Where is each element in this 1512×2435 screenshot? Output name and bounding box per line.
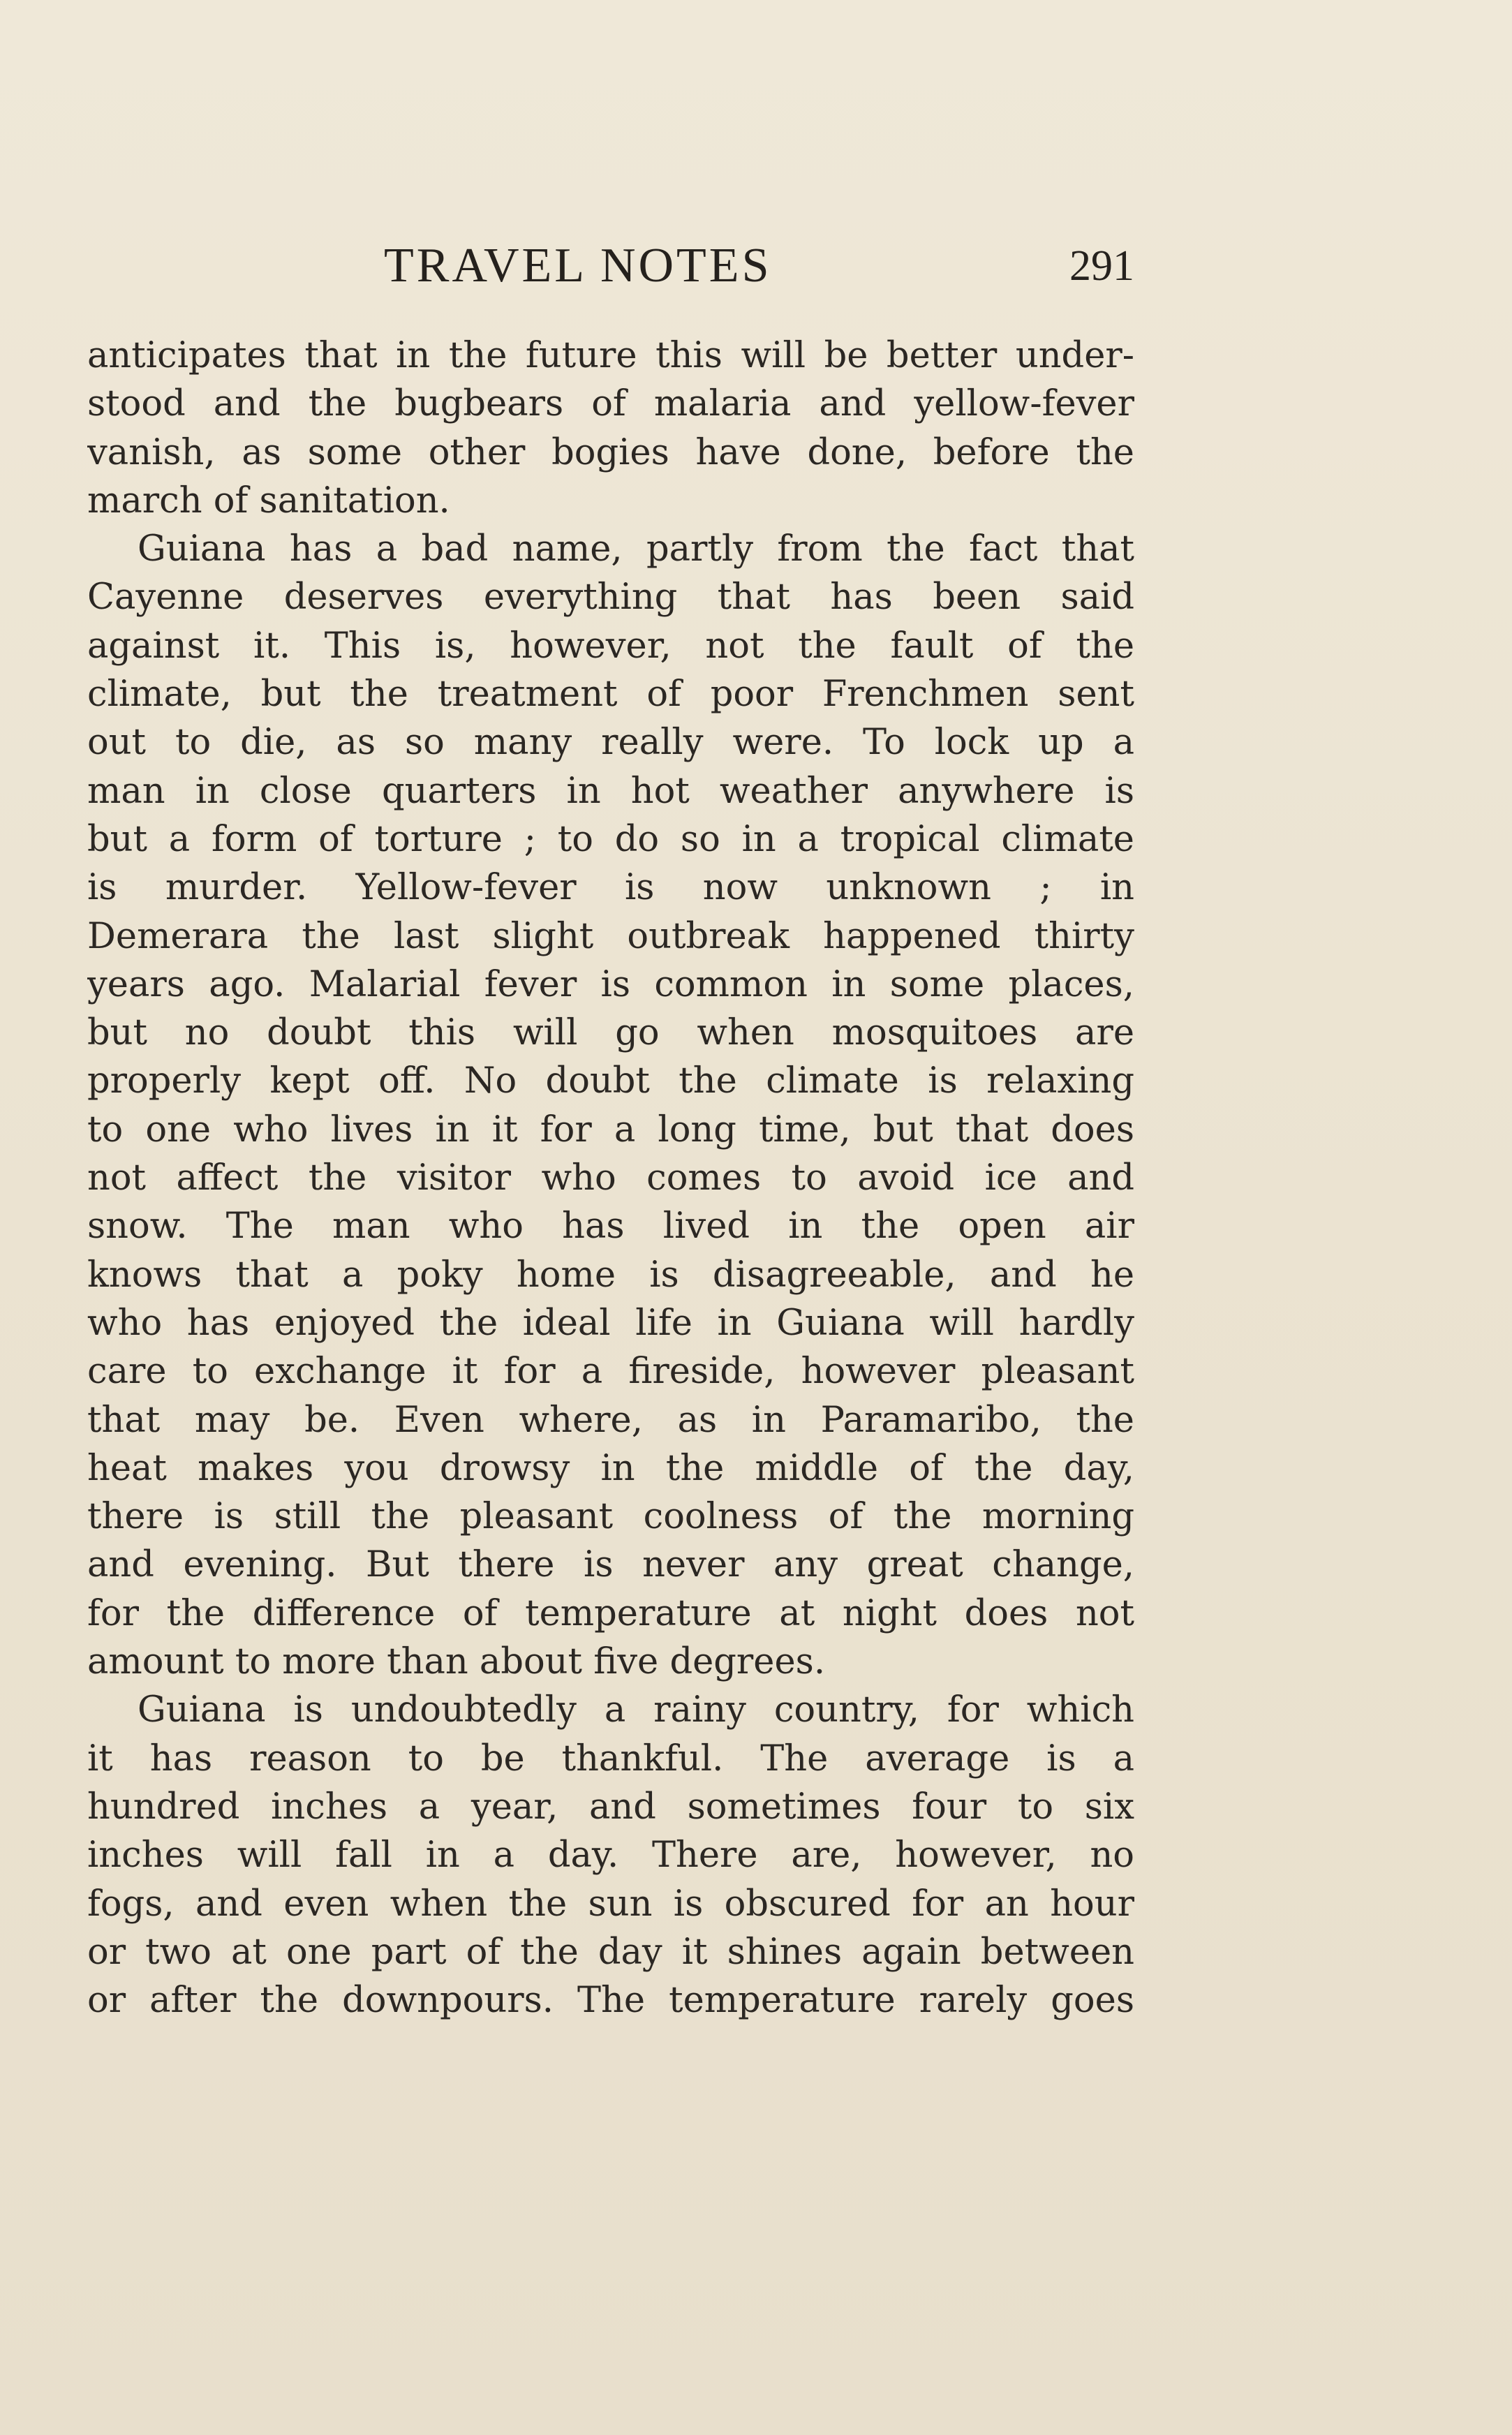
text-line: vanish, as some other bogies have done, before the bbox=[87, 431, 1134, 473]
text-line: but a form of torture ; to do so in a tropical climate bbox=[87, 818, 1134, 860]
text-line: or after the downpours. The temperature rarely goes bbox=[87, 1980, 1134, 2022]
text-line: anticipates that in the future this will be better under- bbox=[87, 335, 1134, 376]
text-line: but no doubt this will go when mosquitoes are bbox=[87, 1012, 1134, 1054]
text-line: years ago. Malarial fever is common in some places, bbox=[87, 963, 1134, 1005]
text-line: to one who lives in it for a long time, but that does bbox=[87, 1109, 1134, 1150]
text-line: march of sanitation. bbox=[87, 480, 450, 521]
text-line: not affect the visitor who comes to avoid ice and bbox=[87, 1157, 1134, 1199]
running-title: TRAVEL NOTES bbox=[384, 239, 772, 293]
text-line: against it. This is, however, not the fault of the bbox=[87, 625, 1134, 667]
text-line: for the difference of temperature at night does not bbox=[87, 1592, 1134, 1634]
text-line: fogs, and even when the sun is obscured for an hour bbox=[87, 1883, 1134, 1925]
text-line: that may be. Even where, as in Paramaribo, the bbox=[87, 1399, 1134, 1441]
text-line: Cayenne deserves everything that has been said bbox=[87, 577, 1134, 619]
text-line: Demerara the last slight outbreak happened thirty bbox=[87, 915, 1134, 957]
running-head bbox=[87, 235, 1134, 297]
text-line: who has enjoyed the ideal life in Guiana will hardly bbox=[87, 1302, 1134, 1344]
text-line: man in close quarters in hot weather anywhere is bbox=[87, 770, 1134, 812]
text-line: out to die, as so many really were. To lock up a bbox=[87, 722, 1134, 764]
text-line: there is still the pleasant coolness of the morning bbox=[87, 1496, 1134, 1538]
text-line: and evening. But there is never any great change, bbox=[87, 1544, 1134, 1586]
text-line: hundred inches a year, and sometimes four to six bbox=[87, 1786, 1134, 1828]
text-line: or two at one part of the day it shines again between bbox=[87, 1931, 1134, 1973]
text-line: inches will fall in a day. There are, however, no bbox=[87, 1835, 1134, 1877]
text-line: snow. The man who has lived in the open air bbox=[87, 1206, 1134, 1248]
text-line: climate, but the treatment of poor Frenchmen sent bbox=[87, 674, 1134, 716]
body-text bbox=[87, 332, 1134, 2025]
text-line: Guiana is undoubtedly a rainy country, for which bbox=[138, 1689, 1134, 1731]
text-line: Guiana has a bad name, partly from the fact that bbox=[138, 528, 1134, 570]
text-line: heat makes you drowsy in the middle of the day, bbox=[87, 1447, 1134, 1489]
text-line: amount to more than about five degrees. bbox=[87, 1641, 826, 1683]
text-line: properly kept off. No doubt the climate is relaxing bbox=[87, 1060, 1134, 1102]
text-line: care to exchange it for a fireside, however pleasant bbox=[87, 1351, 1134, 1393]
page-number: 291 bbox=[1069, 242, 1134, 290]
text-line: it has reason to be thankful. The average is a bbox=[87, 1738, 1134, 1779]
text-line: knows that a poky home is disagreeable, and he bbox=[87, 1254, 1134, 1296]
text-line: is murder. Yellow-fever is now unknown ; in bbox=[87, 867, 1134, 909]
text-line: stood and the bugbears of malaria and yellow-fever bbox=[87, 383, 1134, 425]
